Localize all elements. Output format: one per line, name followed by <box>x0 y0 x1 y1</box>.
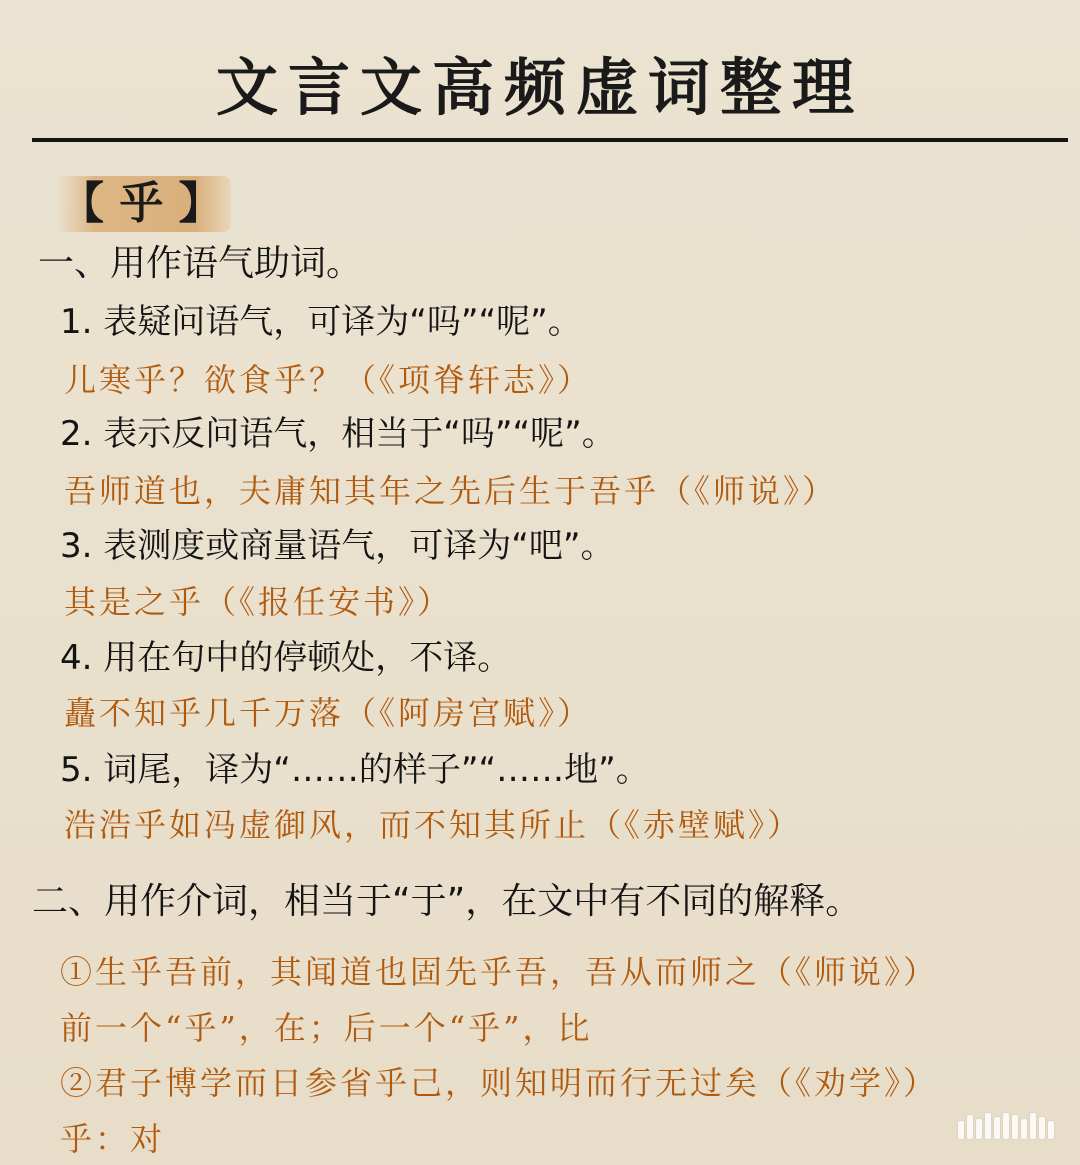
character-tag: 【 乎 】 <box>56 176 231 232</box>
usage-item-2: 2. 表示反问语气，相当于“吗”“呢”。 <box>60 414 616 454</box>
preposition-example-1: ①生乎吾前，其闻道也固先乎吾，吾从而师之（《师说》） <box>60 953 939 991</box>
section-heading-1: 一、用作语气助词。 <box>38 243 363 284</box>
example-sentence-3: 其是之乎（《报任安书》） <box>64 583 453 621</box>
usage-item-4: 4. 用在句中的停顿处，不译。 <box>60 638 512 678</box>
preposition-explanation-2: 乎：对 <box>60 1120 166 1158</box>
watermark-logo <box>958 1113 1054 1139</box>
title-divider <box>32 138 1068 142</box>
usage-item-1: 1. 表疑问语气，可译为“吗”“呢”。 <box>60 302 582 342</box>
preposition-example-2: ②君子博学而日参省乎己，则知明而行无过矣（《劝学》） <box>60 1064 939 1102</box>
example-sentence-4: 矗不知乎几千万落（《阿房宫赋》） <box>64 694 593 732</box>
usage-item-5: 5. 词尾，译为“……的样子”“……地”。 <box>60 750 650 790</box>
section-heading-2: 二、用作介词，相当于“于”，在文中有不同的解释。 <box>32 881 862 922</box>
example-sentence-1: 儿寒乎？欲食乎？（《项脊轩志》） <box>64 361 593 399</box>
example-sentence-2: 吾师道也，夫庸知其年之先后生于吾乎（《师说》） <box>64 472 838 510</box>
preposition-explanation-1: 前一个“乎”，在；后一个“乎”，比 <box>60 1009 593 1047</box>
example-sentence-5: 浩浩乎如冯虚御风，而不知其所止（《赤壁赋》） <box>64 806 803 844</box>
page-title: 文言文高频虚词整理 <box>215 51 864 124</box>
usage-item-3: 3. 表测度或商量语气，可译为“吧”。 <box>60 526 615 566</box>
